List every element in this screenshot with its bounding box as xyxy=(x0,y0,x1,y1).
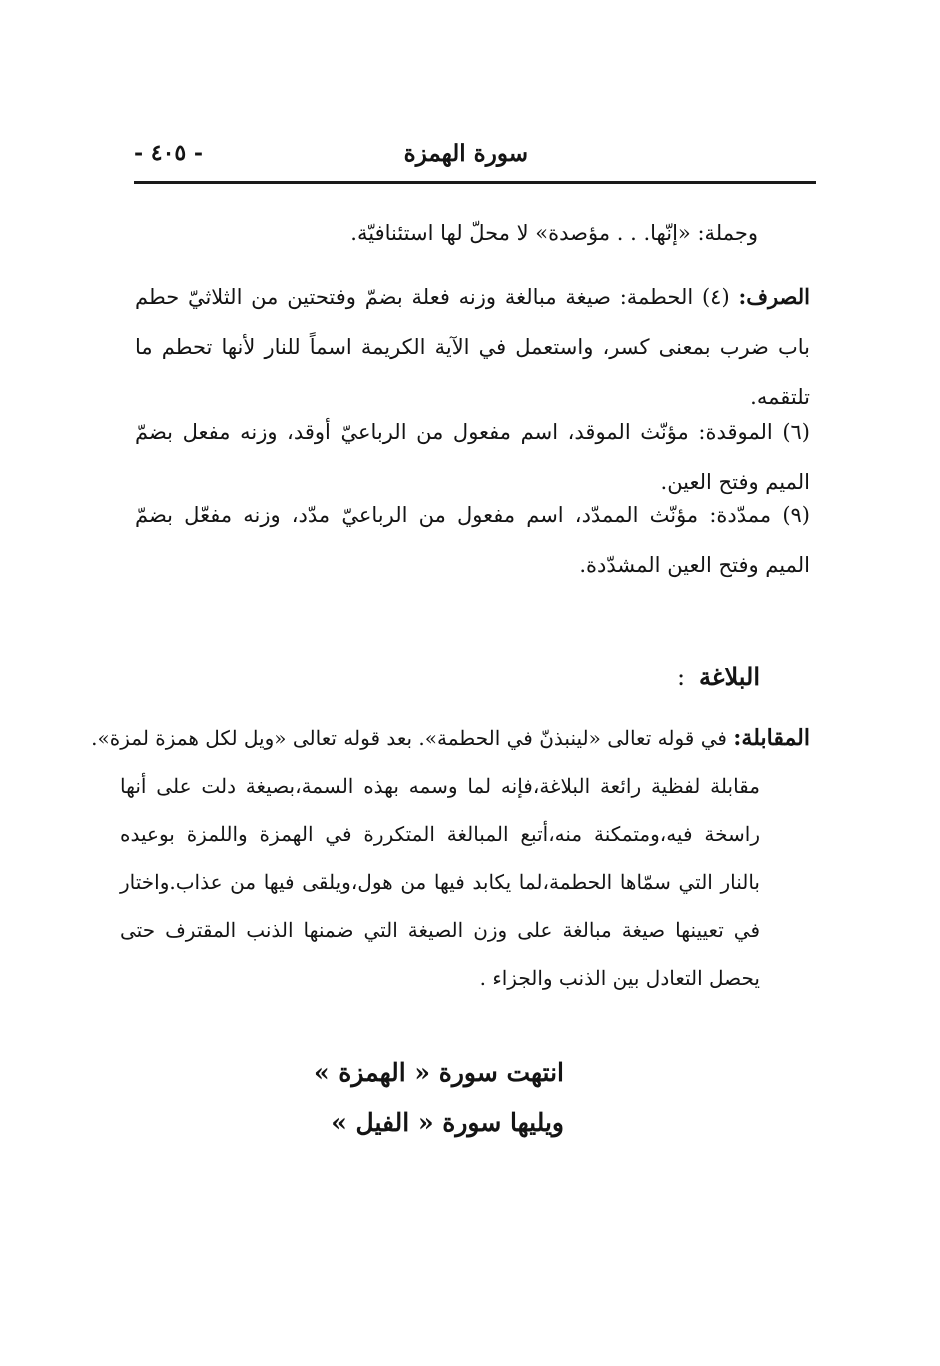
page-number: - ٤٠٥ - xyxy=(134,140,204,166)
morphology-paragraph xyxy=(135,272,810,422)
morphology-text: (٤) الحطمة: صيغة مبالغة وزنه فعلة بضمّ وفتحتين من الثلاثيّ حطم باب ضرب بمعنى كسر، واستعمل في الآية الكريمة اسماً للنار لأنها تحطم ما تلتقمه. xyxy=(135,285,810,409)
rhetoric-heading-text: البلاغة xyxy=(699,662,760,691)
surah-end-line: انتهت سورة « الهمزة » xyxy=(313,1058,564,1087)
running-header xyxy=(134,138,816,178)
mawqida-note: (٦) الموقدة: مؤنّث الموقد، اسم مفعول من الرباعيّ أوقد، وزنه مفعل بضمّ الميم وفتح العين. xyxy=(135,420,810,494)
muqabala-label: المقابلة: xyxy=(733,725,810,751)
mumaddada-note: (٩) ممدّدة: مؤنّث الممدّد، اسم مفعول من الرباعيّ مدّد، وزنه مفعّل بضمّ الميم وفتح العين المشدّدة. xyxy=(135,503,810,577)
muqabala-explanation: مقابلة لفظية رائعة البلاغة،فإنه لما وسمه بهذه السمة،بصيغة دلت على أنها راسخة فيه،ومتمكنة منه،أتبع المبالغة المتكررة في الهمزة واللمزة بوعيده بالنار التي سمّاها الحطمة،لما يكابد فيها من هول،ويلقى فيها من عذاب.واختار في تعيينها صيغة مبالغة على وزن الصيغة التي ضمنها الذنب المقترف حتى يحصل التعادل بين الذنب والجزاء . xyxy=(120,774,760,990)
muqabala-first-line xyxy=(91,714,810,762)
grammar-note: وجملة: «إنّها. . . مؤصدة» لا محلّ لها استئنافيّة. xyxy=(350,221,758,245)
muqabala-verse-ref: في قوله تعالى «لينبذنّ في الحطمة». بعد قوله تعالى «ويل لكل همزة لمزة». xyxy=(91,726,727,750)
next-surah-line: ويليها سورة « الفيل » xyxy=(331,1108,564,1137)
header-divider xyxy=(134,181,816,184)
surah-title: سورة الهمزة xyxy=(403,140,528,167)
morphology-label: الصرف: xyxy=(738,284,810,309)
rhetoric-heading-colon: : xyxy=(676,663,686,691)
rhetoric-heading xyxy=(677,662,760,691)
